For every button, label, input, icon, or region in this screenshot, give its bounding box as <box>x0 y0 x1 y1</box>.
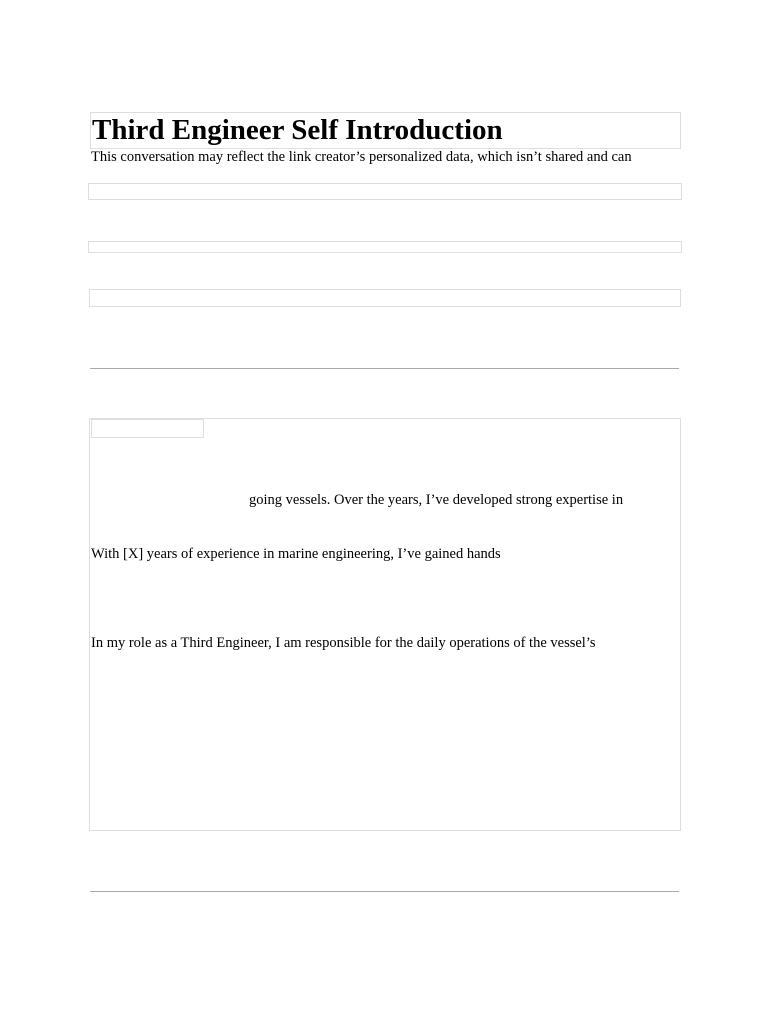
content-panel <box>89 418 681 831</box>
shared-conversation-notice: This conversation may reflect the link creator’s personalized data, which isn’t shared and can <box>91 149 632 165</box>
empty-block-2 <box>88 241 682 253</box>
page-title: Third Engineer Self Introduction <box>90 112 681 149</box>
content-line-2: With [X] years of experience in marine engineering, I’ve gained hands <box>91 546 501 562</box>
divider-bottom <box>90 891 679 892</box>
divider-top <box>90 368 679 369</box>
content-line-3: In my role as a Third Engineer, I am responsible for the daily operations of the vessel’s <box>91 635 596 651</box>
empty-block-3 <box>89 289 681 307</box>
content-panel-tab <box>91 419 204 438</box>
empty-block-1 <box>88 183 682 200</box>
content-line-1: going vessels. Over the years, I’ve developed strong expertise in <box>249 492 624 508</box>
